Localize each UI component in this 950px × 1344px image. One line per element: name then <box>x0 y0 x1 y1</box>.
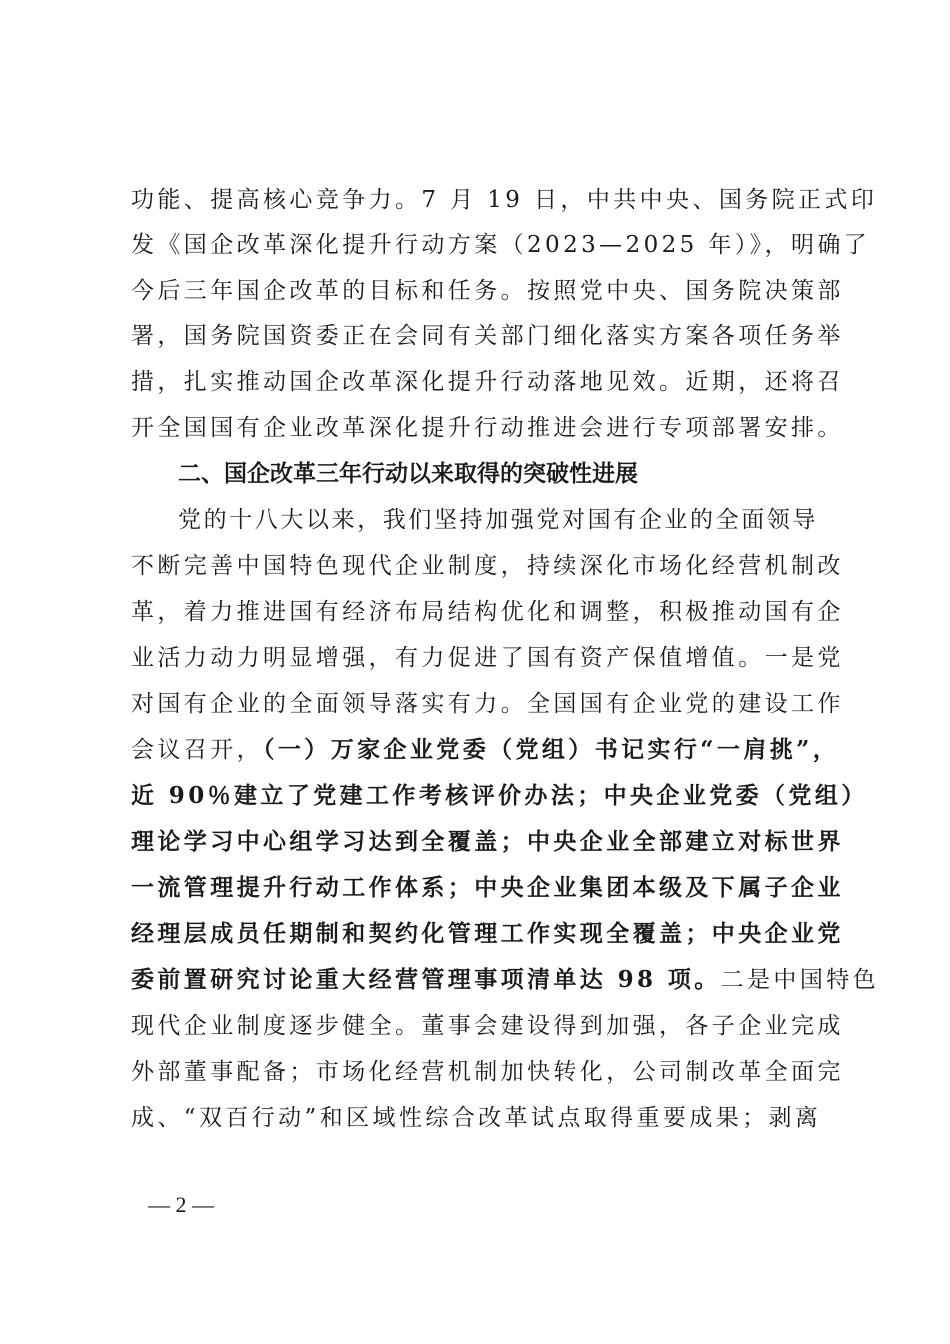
text-line: 今后三年国企改革的目标和任务。按照党中央、国务院决策部 <box>131 278 844 304</box>
text-line: 革，着力推进国有经济布局结构优化和调整，积极推动国有企 <box>131 599 844 625</box>
bold-text-segment: （一）万家企业党委（党组）书记实行“一肩挑”， <box>263 736 840 763</box>
text-line: 功能、提高核心竞争力。7 月 19 日，中共中央、国务院正式印 <box>131 187 878 213</box>
bold-text-segment: 委前置研究讨论重大经营管理事项清单达 98 项。 <box>131 966 721 993</box>
text-line: 现代企业制度逐步健全。董事会建设得到加强，各子企业完成 <box>131 1013 844 1039</box>
text-line: 党的十八大以来，我们坚持加强党对国有企业的全面领导 <box>178 507 818 533</box>
bold-text-line: 一流管理提升行动工作体系；中央企业集团本级及下属子企业 <box>131 874 844 901</box>
text-line: 开全国国有企业改革深化提升行动推进会进行专项部署安排。 <box>131 415 844 441</box>
bold-text-line: 理论学习中心组学习达到全覆盖；中央企业全部建立对标世界 <box>131 828 844 855</box>
text-line: 署，国务院国资委正在会同有关部门细化落实方案各项任务举 <box>131 323 844 349</box>
section-heading: 二、国企改革三年行动以来取得的突破性进展 <box>178 461 638 487</box>
text-segment: 二是中国特色 <box>720 967 880 993</box>
text-segment: 会议召开， <box>131 737 263 763</box>
text-line: 业活力动力明显增强，有力促进了国有资产保值增值。一是党 <box>131 645 844 671</box>
page-number: — 2 — <box>148 1192 214 1217</box>
text-line: 成、“双百行动”和区域性综合改革试点取得重要成果；剥离 <box>131 1105 822 1131</box>
bold-text-line: 经理层成员任期制和契约化管理工作实现全覆盖；中央企业党 <box>131 920 844 947</box>
text-line: 对国有企业的全面领导落实有力。全国国有企业党的建设工作 <box>131 691 844 717</box>
bold-text-line: 近 90％建立了党建工作考核评价办法；中央企业党委（党组） <box>131 782 868 809</box>
text-line: 不断完善中国特色现代企业制度，持续深化市场化经营机制改 <box>131 553 844 579</box>
text-line: 措，扎实推动国企改革深化提升行动落地见效。近期，还将召 <box>131 369 844 395</box>
text-line: 发《国企改革深化提升行动方案（2023—2025 年）》，明确了 <box>131 232 871 258</box>
text-line-mixed <box>131 730 840 770</box>
text-line-mixed <box>131 960 880 1000</box>
text-line: 外部董事配备；市场化经营机制加快转化，公司制改革全面完 <box>131 1059 844 1085</box>
